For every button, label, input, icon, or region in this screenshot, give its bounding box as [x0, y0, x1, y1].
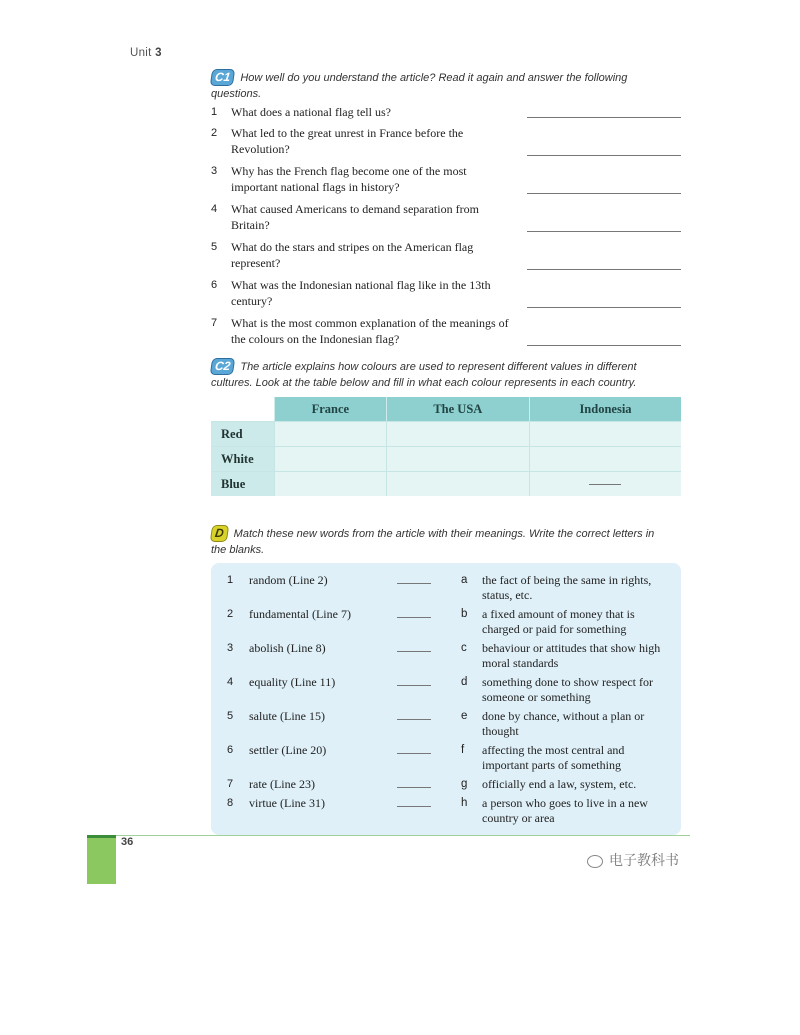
c1-instruction-block — [211, 69, 671, 102]
table-cell[interactable] — [386, 446, 529, 471]
meaning-letter: b — [461, 608, 468, 620]
meaning-text: officially end a law, system, etc. — [482, 777, 637, 791]
word-number: 4 — [227, 676, 234, 688]
table-cell[interactable] — [274, 421, 386, 446]
question-text: What caused Americans to demand separation from Britain? — [231, 202, 479, 232]
footer-rule — [116, 835, 690, 836]
question-number: 2 — [211, 127, 218, 139]
meaning-letter: d — [461, 676, 468, 688]
page-number: 36 — [121, 836, 134, 848]
word-text: equality (Line 11) — [249, 675, 336, 689]
c1-instruction: How well do you understand the article? Read it again and answer the following questions. — [211, 72, 628, 100]
c1-badge: C1 — [210, 69, 236, 86]
row-header-red: Red — [211, 421, 274, 446]
table-cell[interactable] — [386, 471, 529, 496]
question-number: 5 — [211, 241, 218, 253]
wechat-icon — [587, 855, 603, 868]
watermark — [587, 850, 679, 870]
answer-blank[interactable] — [397, 617, 431, 618]
row-header-white: White — [211, 446, 274, 471]
meaning-letter: f — [461, 744, 465, 756]
column-header-indonesia: Indonesia — [529, 397, 681, 421]
question-number: 6 — [211, 279, 218, 291]
word-number: 6 — [227, 744, 234, 756]
meaning-text: a person who goes to live in a new country or area — [482, 796, 648, 825]
question-text: What does a national flag tell us? — [231, 105, 391, 119]
table-cell[interactable] — [386, 421, 529, 446]
answer-line[interactable] — [527, 117, 681, 118]
answer-line[interactable] — [527, 231, 681, 232]
answer-blank[interactable] — [397, 583, 431, 584]
question-text: What do the stars and stripes on the American flag represent? — [231, 240, 474, 270]
answer-blank[interactable] — [397, 753, 431, 754]
word-text: abolish (Line 8) — [249, 641, 326, 655]
column-header-usa: The USA — [386, 397, 529, 421]
c2-instruction: The article explains how colours are used to represent different values in different cultures. Look at the table below and fill in what each colour represents in each country. — [211, 361, 637, 389]
page-tab — [87, 838, 116, 884]
table-cell[interactable] — [274, 471, 386, 496]
answer-line[interactable] — [527, 155, 681, 156]
c2-badge: C2 — [210, 358, 236, 375]
word-number: 5 — [227, 710, 234, 722]
word-number: 7 — [227, 778, 234, 790]
column-header-france: France — [274, 397, 386, 421]
unit-header — [130, 47, 162, 59]
meaning-text: something done to show respect for someone or something — [482, 675, 653, 704]
meaning-letter: h — [461, 797, 468, 809]
word-text: fundamental (Line 7) — [249, 607, 351, 621]
answer-line[interactable] — [527, 345, 681, 346]
question-text: What is the most common explanation of the meanings of the colours on the Indonesian flag? — [231, 316, 509, 346]
unit-label: Unit — [130, 47, 152, 59]
meaning-text: the fact of being the same in rights, status, etc. — [482, 573, 652, 602]
table-cell[interactable] — [529, 421, 681, 446]
d-instruction-block — [211, 525, 671, 558]
meaning-text: affecting the most central and important parts of something — [482, 743, 625, 772]
unit-number: 3 — [155, 47, 162, 59]
dash-mark — [589, 484, 621, 485]
word-text: rate (Line 23) — [249, 777, 315, 791]
d-badge: D — [210, 525, 229, 542]
word-number: 3 — [227, 642, 234, 654]
question-number: 3 — [211, 165, 218, 177]
table-cell[interactable] — [274, 446, 386, 471]
answer-blank[interactable] — [397, 806, 431, 807]
matching-box — [211, 563, 681, 835]
meaning-letter: g — [461, 778, 468, 790]
answer-blank[interactable] — [397, 685, 431, 686]
word-number: 2 — [227, 608, 234, 620]
word-text: settler (Line 20) — [249, 743, 327, 757]
row-header-blue: Blue — [211, 471, 274, 496]
answer-blank[interactable] — [397, 787, 431, 788]
word-number: 8 — [227, 797, 234, 809]
meaning-text: behaviour or attitudes that show high moral standards — [482, 641, 661, 670]
meaning-letter: a — [461, 574, 468, 586]
word-text: virtue (Line 31) — [249, 796, 325, 810]
answer-line[interactable] — [527, 269, 681, 270]
question-text: Why has the French flag become one of the most important national flags in history? — [231, 164, 467, 194]
answer-line[interactable] — [527, 193, 681, 194]
question-number: 1 — [211, 106, 218, 118]
table-corner — [211, 397, 274, 421]
table-cell-not-applicable — [529, 471, 681, 496]
c2-instruction-block — [211, 358, 671, 391]
word-text: random (Line 2) — [249, 573, 328, 587]
colour-meaning-table — [211, 397, 681, 496]
meaning-text: done by chance, without a plan or thought — [482, 709, 645, 738]
question-number: 4 — [211, 203, 218, 215]
d-instruction: Match these new words from the article with their meanings. Write the correct letters in the blanks. — [211, 528, 655, 556]
meaning-letter: e — [461, 710, 468, 722]
answer-blank[interactable] — [397, 651, 431, 652]
meaning-letter: c — [461, 642, 467, 654]
question-text: What led to the great unrest in France before the Revolution? — [231, 126, 464, 156]
word-text: salute (Line 15) — [249, 709, 325, 723]
answer-blank[interactable] — [397, 719, 431, 720]
watermark-text: 电子教科书 — [609, 853, 679, 869]
word-number: 1 — [227, 574, 234, 586]
meaning-text: a fixed amount of money that is charged or paid for something — [482, 607, 635, 636]
table-cell[interactable] — [529, 446, 681, 471]
question-text: What was the Indonesian national flag like in the 13th century? — [231, 278, 491, 308]
answer-line[interactable] — [527, 307, 681, 308]
question-number: 7 — [211, 317, 218, 329]
